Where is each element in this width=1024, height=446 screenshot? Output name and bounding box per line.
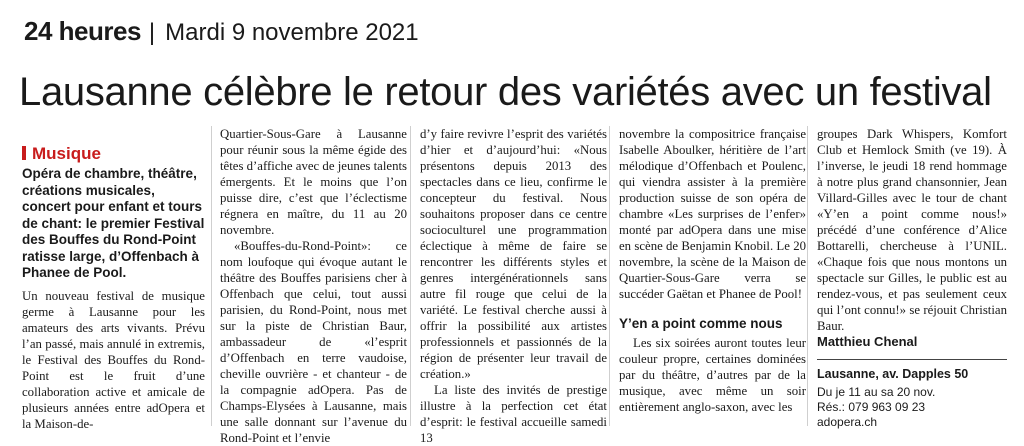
event-website: adopera.ch: [817, 415, 878, 429]
article-paragraph: Quartier-Sous-Gare à Lausanne pour réunir sous la même égide des têtes d’affiche avec de jeunes talents émergents. Et le moins que l’on puisse dire, c’est que l’éclectisme régnera en maître, du 11 au 20 novembre.: [220, 127, 408, 237]
column-divider: [211, 126, 212, 426]
article-paragraph: groupes Dark Whispers, Komfort Club et Hemlock Smith (ve 19). À l’inverse, le jeudi 18 rend hommage à notre plus grand chansonnier, Jean Villard-Gilles avec le tour de chant «Y’en a point comme nous!» précédé d’une conférence d’Alice Bottarelli, chercheuse à l’UNIL. «Chaque fois que nous montons un spectacle sur Gilles, le public est au rendez-vous, et pas seulement ceux qui l’ont connu!» se réjouit Christian Baur.: [817, 127, 1007, 333]
article-column-2: [220, 126, 407, 446]
event-venue: Lausanne, av. Dapples 50: [817, 367, 969, 381]
article-headline: Lausanne célèbre le retour des variétés avec un festival: [19, 70, 992, 114]
newspaper-name: 24 heures: [24, 16, 141, 46]
section-rubric: [22, 144, 205, 164]
publication-date: Mardi 9 novembre 2021: [165, 19, 419, 46]
article-paragraph: d’y faire revivre l’esprit des variétés d’hier et d’aujourd’hui: «Nous présentons depuis 2013 des spectacles dans ce lieu, confirme le concepteur du festival. Nous souhaitons proposer dans ce centre socioculturel une programmation éclectique à même de faire se rencontrer les différents styles et genres intergénérationnels sans autre fil rouge que celui de la variété. Le festival cherche aussi à offrir la possibilité aux artistes professionnels et passionnés de la région de présenter leur travail de création.»: [420, 127, 607, 381]
article-paragraph: La liste des invités de prestige illustre à la perfection cet état d’esprit: le festival accueille samedi 13: [420, 383, 607, 445]
article-paragraph: Un nouveau festival de musique germe à Lausanne pour les amateurs des arts vivants. Prévu l’an passé, mais annulé in extremis, le Festival des Bouffes du Rond-Point est le fruit d’une collaboration active et amicale de plusieurs années entre adOpera et la Maison-de-: [22, 288, 205, 431]
article-column-5: [817, 126, 1007, 430]
article-paragraph: «Bouffes-du-Rond-Point»: ce nom loufoque qui évoque autant le théâtre des Bouffes parisiens cher à Offenbach que celui, tout aussi parisien, du Rond-Point, nous met sur la piste de Christian Baur, ambassadeur de «l’esprit d’Offenbach en terre vaudoise, cheville ouvrière - et chanteur - de la compagnie adOpera. Pas de Champs-Elysées à Lausanne, mais une salle donnant sur l’avenue du Rond-Point et l’envie: [220, 239, 407, 445]
event-reservations: Rés.: 079 963 09 23: [817, 400, 926, 414]
event-info-box: [817, 367, 1007, 430]
column-divider: [609, 126, 610, 426]
article-column-3: [420, 126, 607, 446]
rubric-marker: [22, 146, 26, 160]
article-column-4: [619, 126, 806, 415]
article-lead: Opéra de chambre, théâtre, créations musicales, concert pour enfant et tours de chant: le premier Festival des Bouffes du Rond-Point ratisse large, d’Offenbach à Phanee de Pool.: [22, 166, 205, 280]
rubric-block: [22, 144, 205, 432]
column-divider: [410, 126, 411, 426]
masthead-separator: |: [148, 19, 156, 46]
author-signature: Matthieu Chenal: [817, 334, 918, 349]
info-divider: [817, 359, 1007, 360]
event-dates: Du je 11 au sa 20 nov.: [817, 385, 936, 399]
article-paragraph: novembre la compositrice française Isabelle Aboulker, héritière de l’art mélodique d’Offenbach et Poulenc, qui viendra assister à la première production suisse de son opéra de chambre «Les surprises de l’enfer» monté par adOpera dans une mise en scène de Benjamin Knobil. Le 20 novembre, la scène de la Maison de Quartier-Sous-Gare verra se succéder Gaëtan et Phanee de Pool!: [619, 127, 806, 301]
column-divider: [807, 126, 808, 426]
article-subheading: Y’en a point comme nous: [619, 316, 783, 331]
rubric-label: Musique: [32, 144, 101, 163]
article-paragraph: Les six soirées auront toutes leur couleur propre, certaines dominées par du théâtre, d’autres par de la musique, avec même un soir entièrement anglo-saxon, avec les: [619, 336, 806, 414]
masthead: [24, 14, 419, 50]
